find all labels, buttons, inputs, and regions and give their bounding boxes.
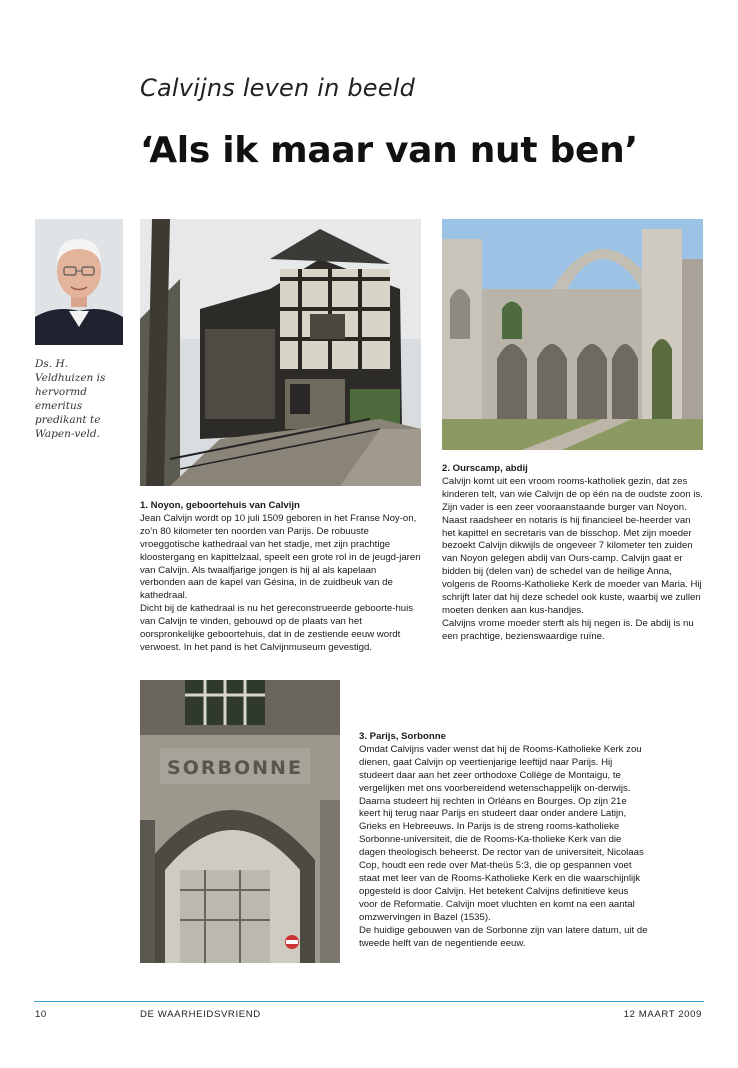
photo-noyon-birthplace bbox=[140, 219, 421, 486]
sorbonne-sign: SORBONNE bbox=[167, 757, 303, 779]
page-number: 10 bbox=[35, 1009, 47, 1020]
section-kicker: Calvijns leven in beeld bbox=[140, 74, 416, 102]
section-heading: 2. Ourscamp, abdij bbox=[442, 463, 528, 474]
section-noyon bbox=[140, 500, 423, 655]
section-sorbonne bbox=[359, 731, 648, 950]
author-portrait bbox=[35, 219, 123, 345]
photo-ourscamp-abbey bbox=[442, 219, 703, 450]
footer-rule bbox=[34, 1001, 704, 1002]
section-heading: 3. Parijs, Sorbonne bbox=[359, 731, 446, 742]
issue-date: 12 MAART 2009 bbox=[623, 1009, 702, 1020]
section-paragraph: Calvijn komt uit een vroom rooms-katholiek gezin, dat zes kinderen telt, van wie Calvijn de op één na de oudste zoon is. Zijn vader is een zeer vooraanstaande burger van Noyon. Naast raadsheer en notaris is hij financieel be-heerder van het kapittel en secretaris van de bisschop. Met zijn moeder bezoekt Calvijn dikwijls de ongeveer 7 kilometer ten zuiden van Noyon gelegen abdij van Ours-camp. Calvijn gaat er bidden bij (delen van) de schedel van de heilige Anna, volgens de Rooms-Katholieke Kerk de moeder van Maria. Hij schrijft later dat hij deze schedel ook kuste, waarbij we zullen moeten denken aan kus-handjes. bbox=[442, 475, 703, 616]
photo-sorbonne bbox=[140, 680, 340, 963]
section-paragraph: Calvijns vrome moeder sterft als hij negen is. De abdij is nu een prachtige, bezienswaardige ruïne. bbox=[442, 617, 694, 642]
publication-name: DE WAARHEIDSVRIEND bbox=[140, 1009, 261, 1020]
author-caption: Ds. H. Veldhuizen is hervormd emeritus predikant te Wapen-veld. bbox=[35, 358, 106, 440]
article-title: ‘Als ik maar van nut ben’ bbox=[140, 130, 638, 171]
section-paragraph: Jean Calvijn wordt op 10 juli 1509 geboren in het Franse Noy-on, zo’n 80 kilometer ten noorden van Parijs. De robuuste vroeggotische kathedraal van het stadje, met zijn prachtige kloostergang en kapittelzaal, speelt een grote rol in de jeugd-jaren van Calvijn. Als twaalfjarige jongen is hij al als kapelaan verbonden aan de kapel van Gésina, in de zuidbeuk van de kathedraal. bbox=[140, 512, 421, 602]
section-paragraph: Omdat Calvijns vader wenst dat hij de Rooms-Katholieke Kerk zou dienen, gaat Calvijn op veertienjarige leeftijd naar Parijs. Hij studeert daar aan het zeer orthodoxe Collège de Montaigu, te vergelijken met ons voorbereidend wetenschappelijk on-derwijs. Daarna studeert hij rechten in Orléans en Bourges. Op zijn 21e keert hij terug naar Parijs en studeert daar onder andere Latijn, Grieks en Hebreeuws. In Parijs is de streng rooms-katholieke Sorbonne-universiteit, die de Rooms-Ka-tholieke Kerk van die dagen theologisch beheerst. De rector van de universiteit, Nicolaas Cop, houdt een rede over Mat-theüs 5:3, die op gespannen voet staat met leer van de Rooms-Katholieke Kerk en die waarschijnlijk opgesteld is door Calvijn. Het betekent Calvijns definitieve keus voor de Reformatie. Calvijn moet vluchten en komt na een aantal omzwervingen in Bazel (1535). bbox=[359, 743, 644, 923]
section-paragraph: Dicht bij de kathedraal is nu het gereconstrueerde geboorte-huis van Calvijn te vinden, gebouwd op de plaats van het oorspronkelijke geboortehuis, dat in de zestiende eeuw wordt verwoest. In het pand is het Calvijnmuseum gevestigd. bbox=[140, 603, 414, 653]
section-ourscamp bbox=[442, 463, 704, 644]
section-heading: 1. Noyon, geboortehuis van Calvijn bbox=[140, 500, 300, 511]
section-paragraph: De huidige gebouwen van de Sorbonne zijn van latere datum, uit de tweede helft van de negentiende eeuw. bbox=[359, 924, 648, 949]
